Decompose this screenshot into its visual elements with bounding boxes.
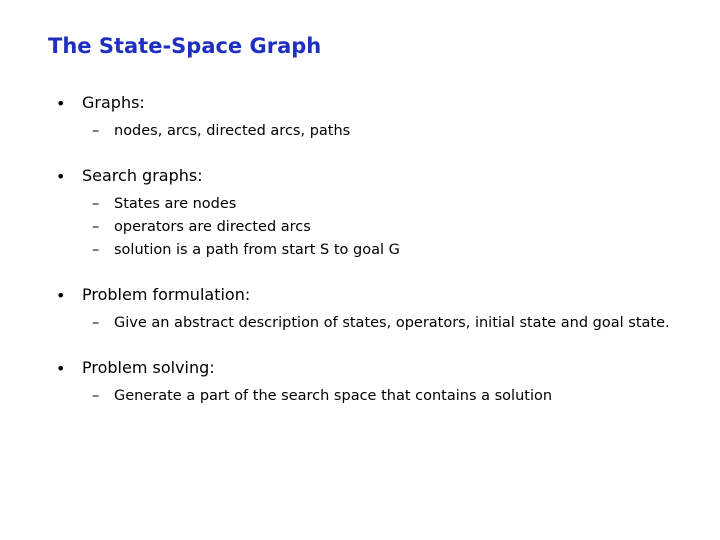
sub-item	[82, 216, 676, 239]
bullet-icon: •	[56, 94, 66, 113]
dash-icon: –	[92, 196, 100, 212]
dash-icon: –	[92, 242, 100, 258]
bullet-item	[56, 357, 676, 408]
bullet-list	[56, 92, 676, 430]
sub-item	[82, 193, 676, 216]
bullet-icon: •	[56, 359, 66, 378]
sub-item-text: Give an abstract description of states, operators, initial state and goal state.	[114, 315, 670, 331]
sub-item-text: operators are directed arcs	[114, 219, 311, 235]
bullet-text: Problem solving:	[82, 358, 215, 377]
bullet-item	[56, 284, 676, 335]
sub-item-text: solution is a path from start S to goal G	[114, 242, 400, 258]
bullet-item	[56, 165, 676, 262]
slide-title: The State-Space Graph	[48, 34, 322, 58]
sub-list	[82, 385, 676, 408]
dash-icon: –	[92, 388, 100, 404]
sub-item	[82, 239, 676, 262]
sub-item	[82, 385, 676, 408]
sub-list	[82, 312, 676, 335]
bullet-icon: •	[56, 167, 66, 186]
sub-item-text: States are nodes	[114, 196, 237, 212]
sub-list	[82, 120, 676, 143]
sub-item-text: nodes, arcs, directed arcs, paths	[114, 123, 351, 139]
sub-item-text: Generate a part of the search space that contains a solution	[114, 388, 553, 404]
sub-item	[82, 120, 676, 143]
sub-item	[82, 312, 676, 335]
bullet-item	[56, 92, 676, 143]
bullet-text: Search graphs:	[82, 166, 203, 185]
bullet-text: Graphs:	[82, 93, 145, 112]
dash-icon: –	[92, 219, 100, 235]
dash-icon: –	[92, 123, 100, 139]
bullet-icon: •	[56, 286, 66, 305]
sub-list	[82, 193, 676, 262]
bullet-text: Problem formulation:	[82, 285, 251, 304]
dash-icon: –	[92, 315, 100, 331]
